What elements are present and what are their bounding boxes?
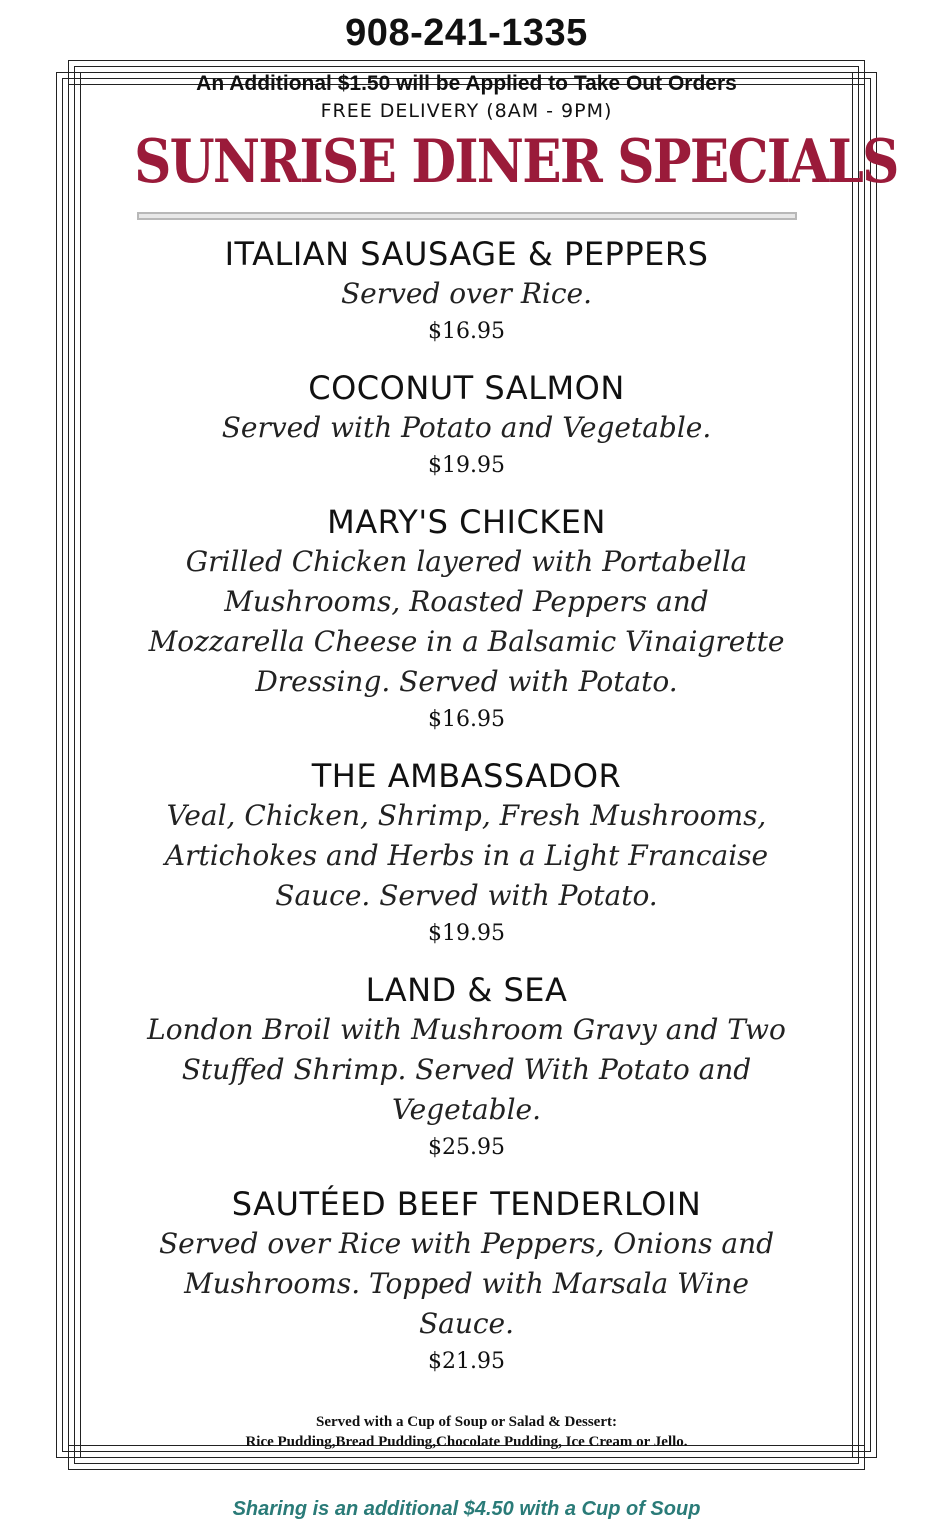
- takeout-notice: An Additional $1.50 will be Applied to Take Out Orders: [196, 72, 737, 95]
- menu-item: [80, 970, 853, 1166]
- item-price: $21.95: [428, 1349, 505, 1374]
- item-description: Grilled Chicken layered with Portabella Mushrooms, Roasted Peppers and Mozzarella Cheese in a Balsamic Vinaigrette Dressing. Served with Potato.: [148, 545, 785, 698]
- menu-item: [80, 756, 853, 952]
- item-price: $19.95: [428, 921, 505, 946]
- item-name: ITALIAN SAUSAGE & PEPPERS: [224, 235, 709, 273]
- menu-item: [80, 234, 853, 350]
- menu-title: SUNRISE DINER SPECIALS: [134, 127, 898, 197]
- item-name: SAUTÉED BEEF TENDERLOIN: [231, 1185, 702, 1223]
- menu-item: [80, 502, 853, 738]
- delivery-notice: FREE DELIVERY (8AM - 9PM): [320, 100, 613, 122]
- sharing-note: Sharing is an additional $4.50 with a Cup of Soup: [232, 1498, 701, 1520]
- item-name: LAND & SEA: [365, 971, 568, 1009]
- item-description: London Broil with Mushroom Gravy and Two Stuffed Shrimp. Served With Potato and Vegetable.: [147, 1013, 786, 1126]
- item-description: Served over Rice with Peppers, Onions and Mushrooms. Topped with Marsala Wine Sauce.: [158, 1227, 775, 1340]
- menu-item: [80, 1184, 853, 1380]
- item-price: $16.95: [428, 707, 505, 732]
- item-description: Served with Potato and Vegetable.: [221, 411, 712, 444]
- item-name: THE AMBASSADOR: [311, 757, 622, 795]
- sides-note: [80, 1412, 853, 1452]
- menu-item: [80, 368, 853, 484]
- item-price: $19.95: [428, 453, 505, 478]
- item-description: Served over Rice.: [340, 277, 593, 310]
- phone-number: 908-241-1335: [345, 12, 588, 54]
- item-description: Veal, Chicken, Shrimp, Fresh Mushrooms, Artichokes and Herbs in a Light Francaise Sauce. Served with Potato.: [164, 799, 769, 912]
- title-divider: [137, 212, 797, 220]
- item-price: $25.95: [428, 1135, 505, 1160]
- sides-note-line1: Served with a Cup of Soup or Salad & Dessert:: [316, 1414, 617, 1430]
- menu-content: [80, 70, 898, 1398]
- item-price: $16.95: [428, 319, 505, 344]
- specials-list: [80, 234, 853, 1380]
- sides-note-line2: Rice Pudding,Bread Pudding,Chocolate Pudding, Ice Cream or Jello.: [245, 1434, 688, 1450]
- item-name: COCONUT SALMON: [308, 369, 625, 407]
- item-name: MARY'S CHICKEN: [327, 503, 606, 541]
